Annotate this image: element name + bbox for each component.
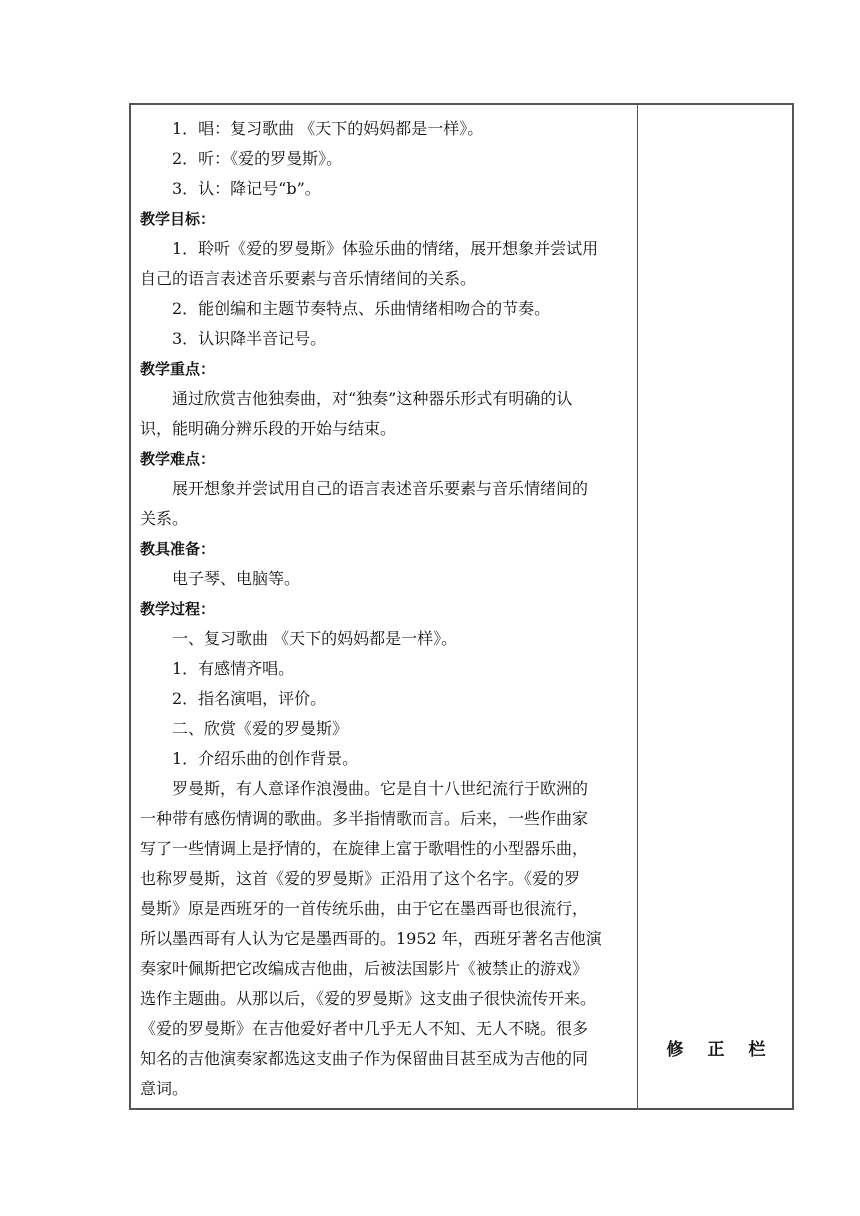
text-line: 知名的吉他演奏家都选这支曲子作为保留曲目甚至成为吉他的同 — [140, 1049, 589, 1068]
section-heading: 教学重点： — [140, 360, 216, 378]
text-line: 通过欣赏吉他独奏曲，对“独奏”这种器乐形式有明确的认 — [172, 389, 573, 408]
text-line: 选作主题曲。从那以后，《爱的罗曼斯》这支曲子很快流传开来。 — [140, 989, 597, 1008]
text-line: 2．听：《爱的罗曼斯》。 — [172, 149, 343, 168]
text-line: 曼斯》原是西班牙的一首传统乐曲，由于它在墨西哥也很流行， — [140, 899, 589, 918]
text-line: 所以墨西哥有人认为它是墨西哥的。1952 年，西班牙著名吉他演 — [140, 929, 602, 948]
text-line: 自己的语言表述音乐要素与音乐情绪间的关系。 — [140, 269, 477, 288]
section-heading: 教学难点： — [140, 450, 216, 468]
text-line: 识，能明确分辨乐段的开始与结束。 — [140, 419, 397, 438]
section-heading: 教学目标： — [140, 210, 216, 228]
text-line: 3．认识降半音记号。 — [172, 329, 327, 348]
text-line: 1．唱：复习歌曲 《天下的妈妈都是一样》。 — [172, 119, 484, 138]
text-line: 1．有感情齐唱。 — [172, 659, 295, 678]
revision-label: 修正栏 — [666, 1040, 790, 1060]
text-line: 2．能创编和主题节奏特点、乐曲情绪相吻合的节奏。 — [172, 299, 551, 318]
lesson-content-cell — [131, 105, 638, 1108]
text-line: 1．聆听《爱的罗曼斯》体验乐曲的情绪，展开想象并尝试用 — [172, 239, 599, 258]
text-line: 2．指名演唱，评价。 — [172, 689, 327, 708]
section-heading: 教具准备： — [140, 540, 216, 558]
text-line: 《爱的罗曼斯》在吉他爱好者中几乎无人不知、无人不晓。很多 — [140, 1019, 589, 1038]
text-line: 1．介绍乐曲的创作背景。 — [172, 749, 359, 768]
text-line: 罗曼斯，有人意译作浪漫曲。它是自十八世纪流行于欧洲的 — [172, 779, 589, 798]
text-line: 电子琴、电脑等。 — [172, 569, 301, 588]
lesson-text-block — [140, 114, 630, 1104]
text-line: 二、欣赏《爱的罗曼斯》 — [172, 719, 349, 738]
text-line: 一种带有感伤情调的歌曲。多半指情歌而言。后来，一些作曲家 — [140, 809, 589, 828]
text-line: 3．认：降记号“b”。 — [172, 179, 321, 198]
lesson-table — [129, 103, 794, 1110]
text-line: 关系。 — [140, 509, 189, 528]
text-line: 意词。 — [140, 1079, 189, 1098]
section-heading: 教学过程： — [140, 600, 216, 618]
revision-column — [638, 105, 794, 1108]
text-line: 奏家叶佩斯把它改编成吉他曲，后被法国影片《被禁止的游戏》 — [140, 959, 589, 978]
text-line: 写了一些情调上是抒情的，在旋律上富于歌唱性的小型器乐曲， — [140, 839, 589, 858]
text-line: 也称罗曼斯，这首《爱的罗曼斯》正沿用了这个名字。《爱的罗 — [140, 869, 581, 888]
text-line: 一、复习歌曲 《天下的妈妈都是一样》。 — [172, 629, 458, 648]
text-line: 展开想象并尝试用自己的语言表述音乐要素与音乐情绪间的 — [172, 479, 589, 498]
